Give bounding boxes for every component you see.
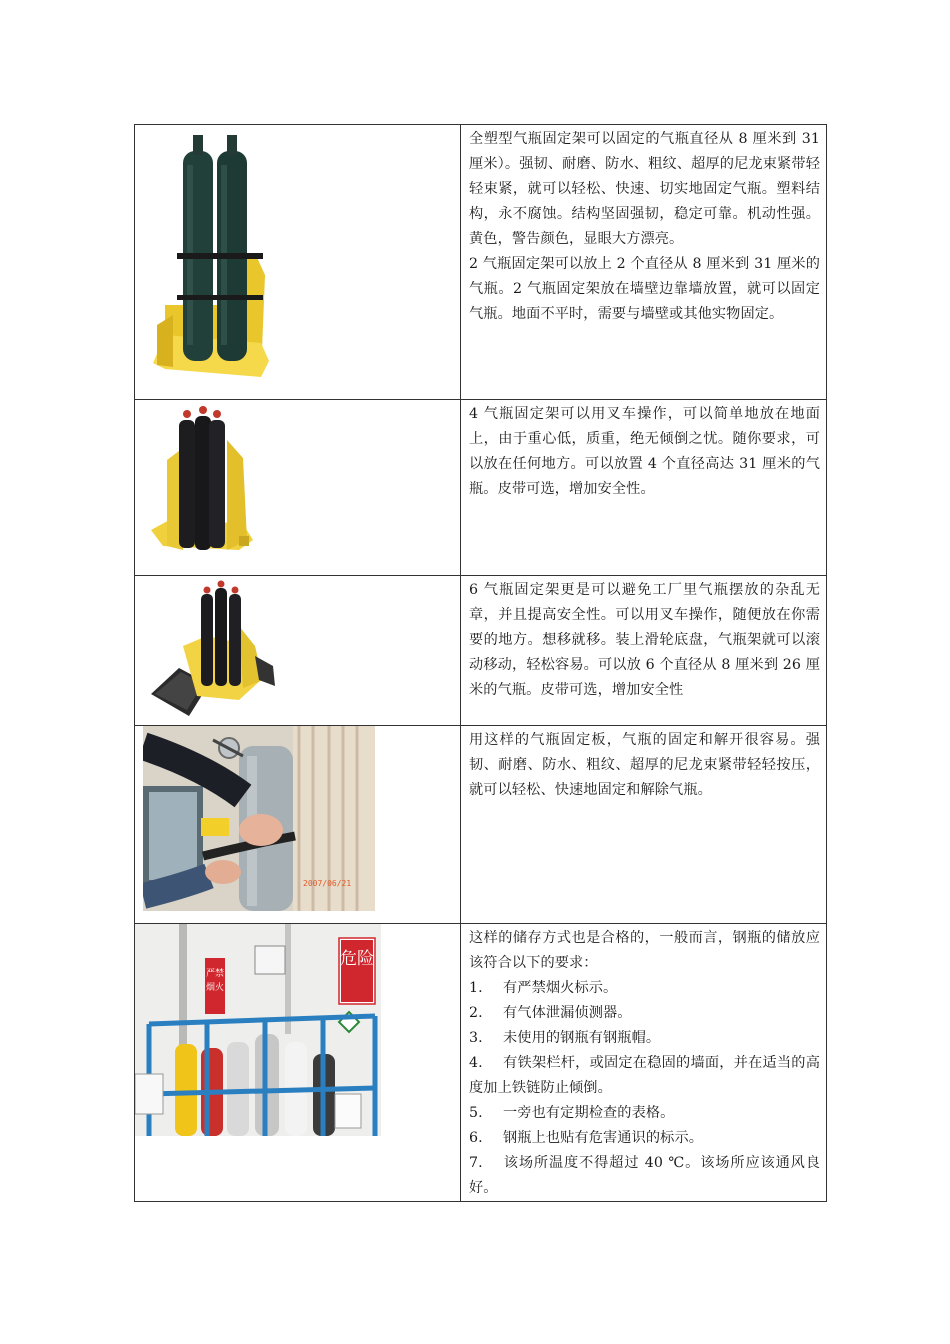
image-cell [135,125,461,400]
list-item [469,1101,820,1126]
paragraph: 4 气瓶固定架可以用叉车操作，可以简单地放在地面上，由于重心低，质重，绝无倾倒之忧。随你要求，可以放在任何地方。可以放置 4 个直径高达 31 厘米的气瓶。皮带可选，增加安全性。 [469,406,820,497]
list-number: 5. [469,1105,483,1121]
list-text: 钢瓶上也贴有危害通识的标示。 [503,1130,704,1146]
intro-text: 这样的储存方式也是合格的，一般而言，钢瓶的储放应该符合以下的要求： [469,930,820,971]
image-cell [135,924,461,1202]
list-number: 7. [469,1155,483,1171]
image-cell [135,726,461,924]
list-item [469,1051,820,1101]
list-text: 一旁也有定期检查的表格。 [503,1105,675,1121]
list-item [469,1126,820,1151]
list-number: 6. [469,1130,483,1146]
image-cell [135,576,461,726]
list-number: 4. [469,1055,483,1071]
document-table [134,124,827,1202]
two-cylinder-stand-image [143,125,291,395]
paragraph: 用这样的气瓶固定板，气瓶的固定和解开很容易。强韧、耐磨、防水、粗纹、超厚的尼龙束紧带轻轻按压，就可以轻松、快速地固定和解除气瓶。 [469,732,820,798]
svg-text:严禁: 严禁 [205,969,225,979]
description-cell [461,726,827,924]
four-cylinder-stand-image [143,400,261,570]
cylinder-storage-cage-photo [135,924,381,1136]
image-cell [135,400,461,576]
list-text: 有严禁烟火标示。 [503,980,618,996]
description-cell [461,125,827,400]
table-row [135,576,827,726]
list-text: 未使用的钢瓶有钢瓶帽。 [503,1030,661,1046]
list-item [469,1151,820,1201]
table-row [135,125,827,400]
table-row [135,400,827,576]
svg-text:烟火: 烟火 [205,983,225,993]
list-number: 1. [469,980,483,996]
list-text: 该场所温度不得超过 40 ℃。该场所应该通风良好。 [469,1155,820,1196]
list-text: 有铁架栏杆，或固定在稳固的墙面，并在适当的高度加上铁链防止倾倒。 [469,1055,820,1096]
description-cell [461,924,827,1202]
paragraph: 2 气瓶固定架可以放上 2 个直径从 8 厘米到 31 厘米的气瓶。2 气瓶固定架放在墙壁边靠墙放置，就可以固定气瓶。地面不平时，需要与墙壁或其他实物固定。 [469,256,820,322]
wall-fixing-board-photo [143,726,375,911]
description-cell [461,576,827,726]
six-cylinder-stand-image [143,576,283,722]
table-row [135,924,827,1202]
table-row [135,726,827,924]
svg-text:2007/06/21: 2007/06/21 [303,879,352,888]
list-text: 有气体泄漏侦测器。 [503,1005,632,1021]
description-cell [461,400,827,576]
list-item [469,1026,820,1051]
list-item [469,976,820,1001]
paragraph: 全塑型气瓶固定架可以固定的气瓶直径从 8 厘米到 31 厘米）。强韧、耐磨、防水、粗纹、超厚的尼龙束紧带轻轻束紧，就可以轻松、快速、切实地固定气瓶。塑料结构，永不腐蚀。结构坚固强韧，稳定可靠。机动性强。黄色，警告颜色，显眼大方漂亮。 [469,131,820,247]
danger-sign-char: 危险 [340,949,374,969]
list-number: 3. [469,1030,483,1046]
list-item [469,1001,820,1026]
list-number: 2. [469,1005,483,1021]
paragraph: 6 气瓶固定架更是可以避免工厂里气瓶摆放的杂乱无章，并且提高安全性。可以用叉车操作，随便放在你需要的地方。想移就移。装上滑轮底盘，气瓶架就可以滚动移动，轻松容易。可以放 6 个直径从 8 厘米到 26 厘米的气瓶。皮带可选，增加安全性 [469,582,820,698]
